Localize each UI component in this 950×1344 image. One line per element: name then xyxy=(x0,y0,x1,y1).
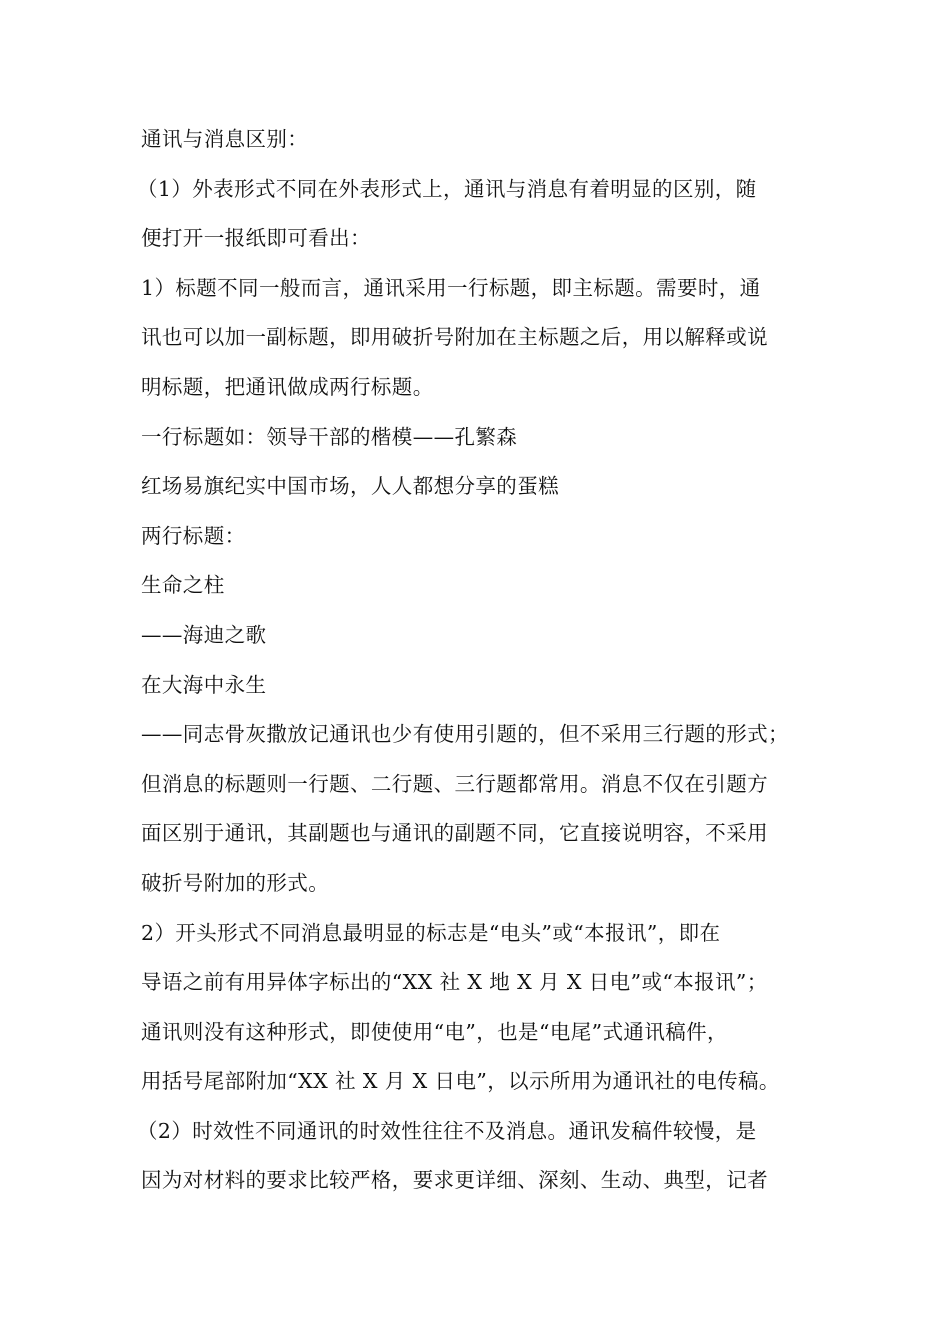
paragraph-line: ——同志骨灰撒放记通讯也少有使用引题的，但不采用三行题的形式； xyxy=(141,722,789,747)
paragraph-line: 破折号附加的形式。 xyxy=(141,870,330,895)
paragraph-line: 1）标题不同一般而言，通讯采用一行标题，即主标题。需要时，通 xyxy=(141,275,761,300)
paragraph-line: 因为对材料的要求比较严格，要求更详细、深刻、生动、典型，记者 xyxy=(141,1168,768,1193)
paragraph-line: 通讯则没有这种形式，即使使用“电”，也是“电尾”式通讯稿件， xyxy=(141,1019,728,1044)
paragraph-line: 面区别于通讯，其副题也与通讯的副题不同，它直接说明容，不采用 xyxy=(141,821,768,846)
paragraph-line: 在大海中永生 xyxy=(141,672,267,697)
paragraph-line: 导语之前有用异体字标出的“XX 社 X 地 X 月 X 日电”或“本报讯”； xyxy=(141,970,768,995)
paragraph-line: 便打开一报纸即可看出： xyxy=(141,226,371,251)
paragraph-line: 讯也可以加一副标题，即用破折号附加在主标题之后，用以解释或说 xyxy=(141,325,768,350)
paragraph-line: 生命之柱 xyxy=(141,573,225,598)
paragraph-line: 用括号尾部附加“XX 社 X 月 X 日电”，以示所用为通讯社的电传稿。 xyxy=(141,1069,780,1094)
paragraph-line: （2）时效性不同通讯的时效性往往不及消息。通讯发稿件较慢，是 xyxy=(137,1118,757,1143)
document-body xyxy=(137,121,841,1212)
section-heading: 通讯与消息区别： xyxy=(141,127,309,151)
paragraph-line: 两行标题： xyxy=(141,523,246,548)
paragraph-line: 红场易旗纪实中国市场，人人都想分享的蛋糕 xyxy=(141,474,559,499)
paragraph-line: 但消息的标题则一行题、二行题、三行题都常用。消息不仅在引题方 xyxy=(141,771,768,796)
paragraph-line: 一行标题如：领导干部的楷模——孔繁森 xyxy=(141,424,518,449)
paragraph-line: 明标题，把通讯做成两行标题。 xyxy=(141,374,434,399)
paragraph-line: （1）外表形式不同在外表形式上，通讯与消息有着明显的区别，随 xyxy=(137,176,757,201)
paragraph-line: 2）开头形式不同消息最明显的标志是“电头”或“本报讯”，即在 xyxy=(141,920,721,945)
paragraph-line: ——海迪之歌 xyxy=(141,622,267,647)
